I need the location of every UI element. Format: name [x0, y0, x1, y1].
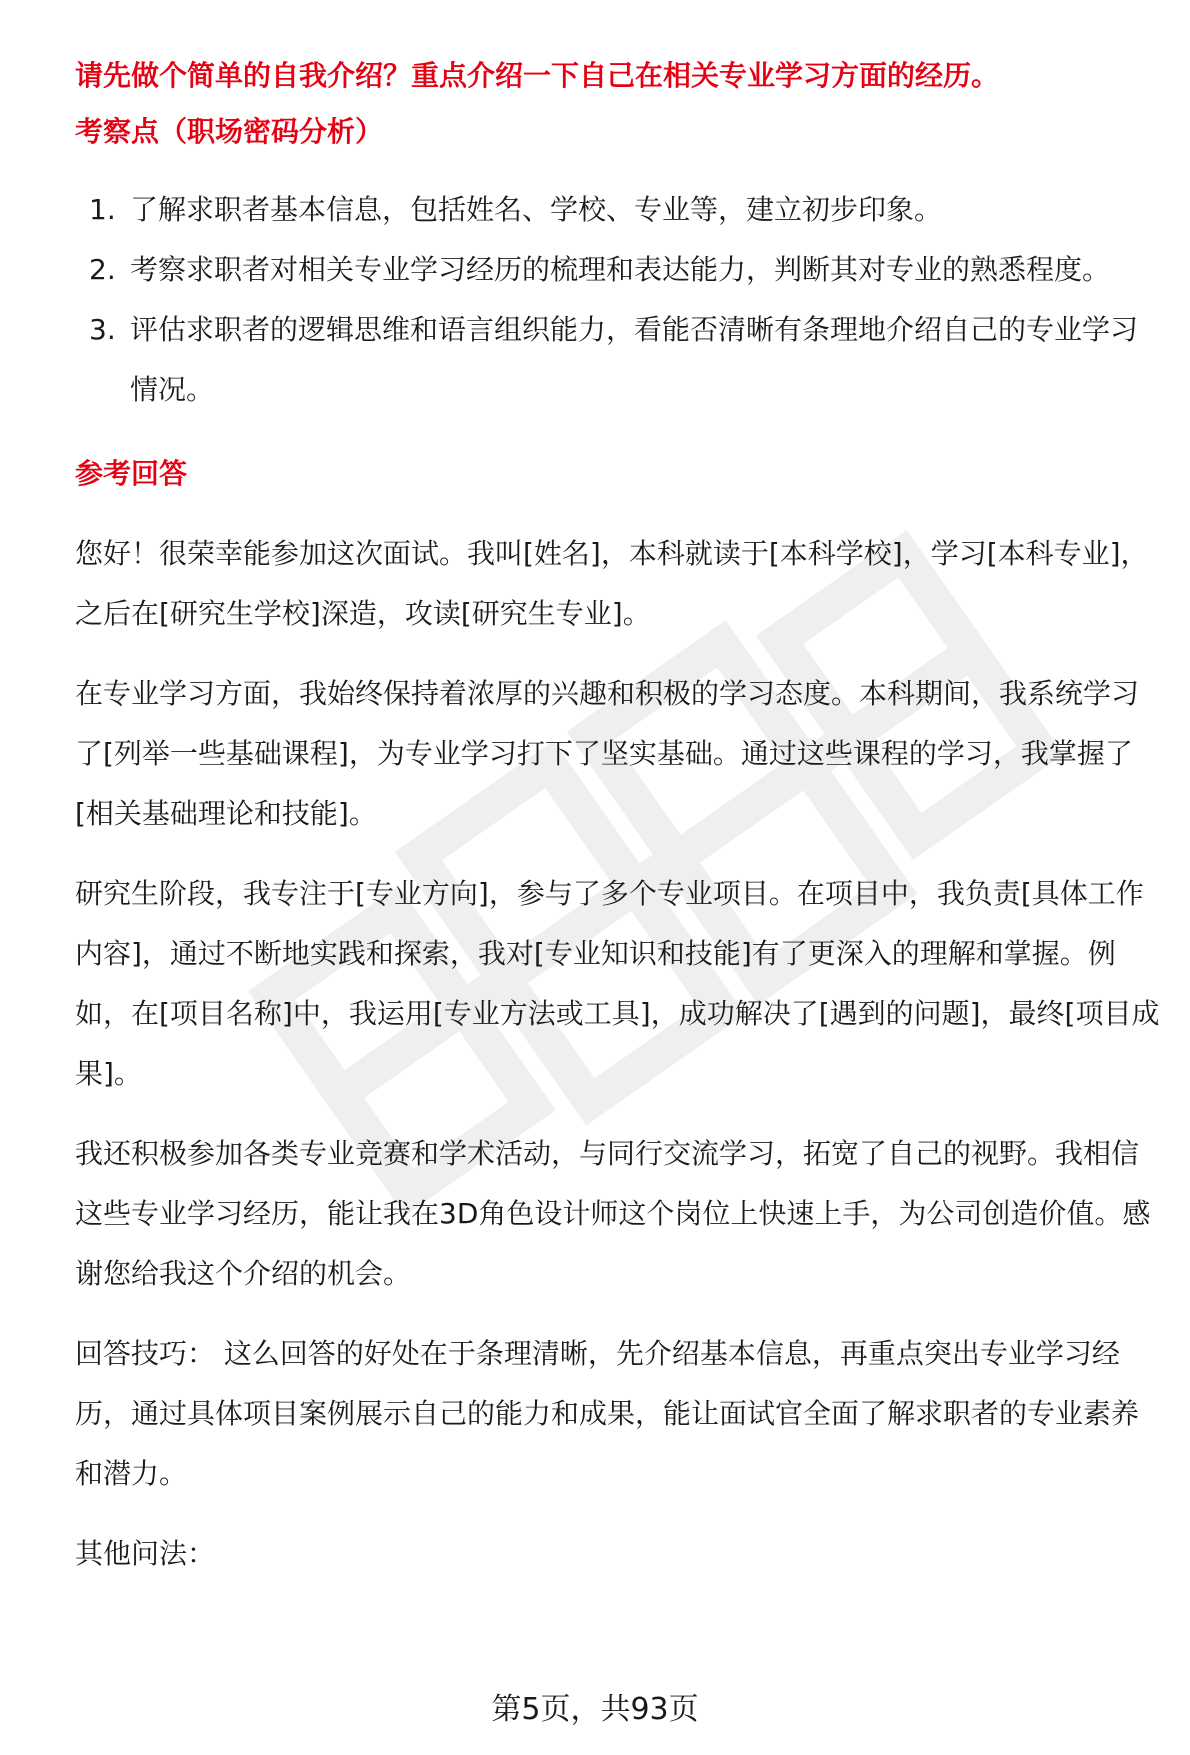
list-number: 3.: [89, 313, 116, 346]
answer-title: 参考回答: [75, 457, 188, 490]
analysis-item: [75, 300, 1165, 420]
answer-paragraph: 在专业学习方面，我始终保持着浓厚的兴趣和积极的学习态度。本科期间，我系统学习了[列举一些基础课程]，为专业学习打下了坚实基础。通过这些课程的学习，我掌握了[相关基础理论和技能]。: [75, 677, 1140, 830]
analysis-item-text: 了解求职者基本信息，包括姓名、学校、专业等，建立初步印象。: [130, 193, 943, 226]
analysis-item-text: 考察求职者对相关专业学习经历的梳理和表达能力，判断其对专业的熟悉程度。: [130, 253, 1111, 286]
question-heading: 请先做个简单的自我介绍？重点介绍一下自己在相关专业学习方面的经历。: [75, 59, 1000, 92]
tips-paragraph: 回答技巧： 这么回答的好处在于条理清晰，先介绍基本信息，再重点突出专业学习经历，通过具体项目案例展示自己的能力和成果，能让面试官全面了解求职者的专业素养和潜力。: [75, 1337, 1140, 1490]
answer-paragraph: 我还积极参加各类专业竞赛和学术活动，与同行交流学习，拓宽了自己的视野。我相信这些专业学习经历，能让我在3D角色设计师这个岗位上快速上手，为公司创造价值。感谢您给我这个介绍的机会。: [75, 1137, 1151, 1290]
page-number: 第5页，共93页: [491, 1692, 699, 1727]
other-questions-label: 其他问法：: [75, 1537, 216, 1570]
analysis-list: [75, 180, 1165, 420]
list-number: 2.: [89, 253, 116, 286]
list-number: 1.: [89, 193, 116, 226]
answer-paragraph: 研究生阶段，我专注于[专业方向]，参与了多个专业项目。在项目中，我负责[具体工作内容]，通过不断地实践和探索，我对[专业知识和技能]有了更深入的理解和掌握。例如，在[项目名称]中，我运用[专业方法或工具]，成功解决了[遇到的问题]，最终[项目成果]。: [75, 877, 1160, 1090]
analysis-item: [75, 180, 1165, 240]
document-content: [75, 48, 1165, 1584]
analysis-item-text: 评估求职者的逻辑思维和语言组织能力，看能否清晰有条理地介绍自己的专业学习情况。: [130, 313, 1139, 406]
analysis-item: [75, 240, 1165, 300]
answer-paragraph: 您好！很荣幸能参加这次面试。我叫[姓名]，本科就读于[本科学校]，学习[本科专业]，之后在[研究生学校]深造，攻读[研究生专业]。: [75, 537, 1149, 630]
analysis-title: 考察点（职场密码分析）: [75, 115, 384, 148]
